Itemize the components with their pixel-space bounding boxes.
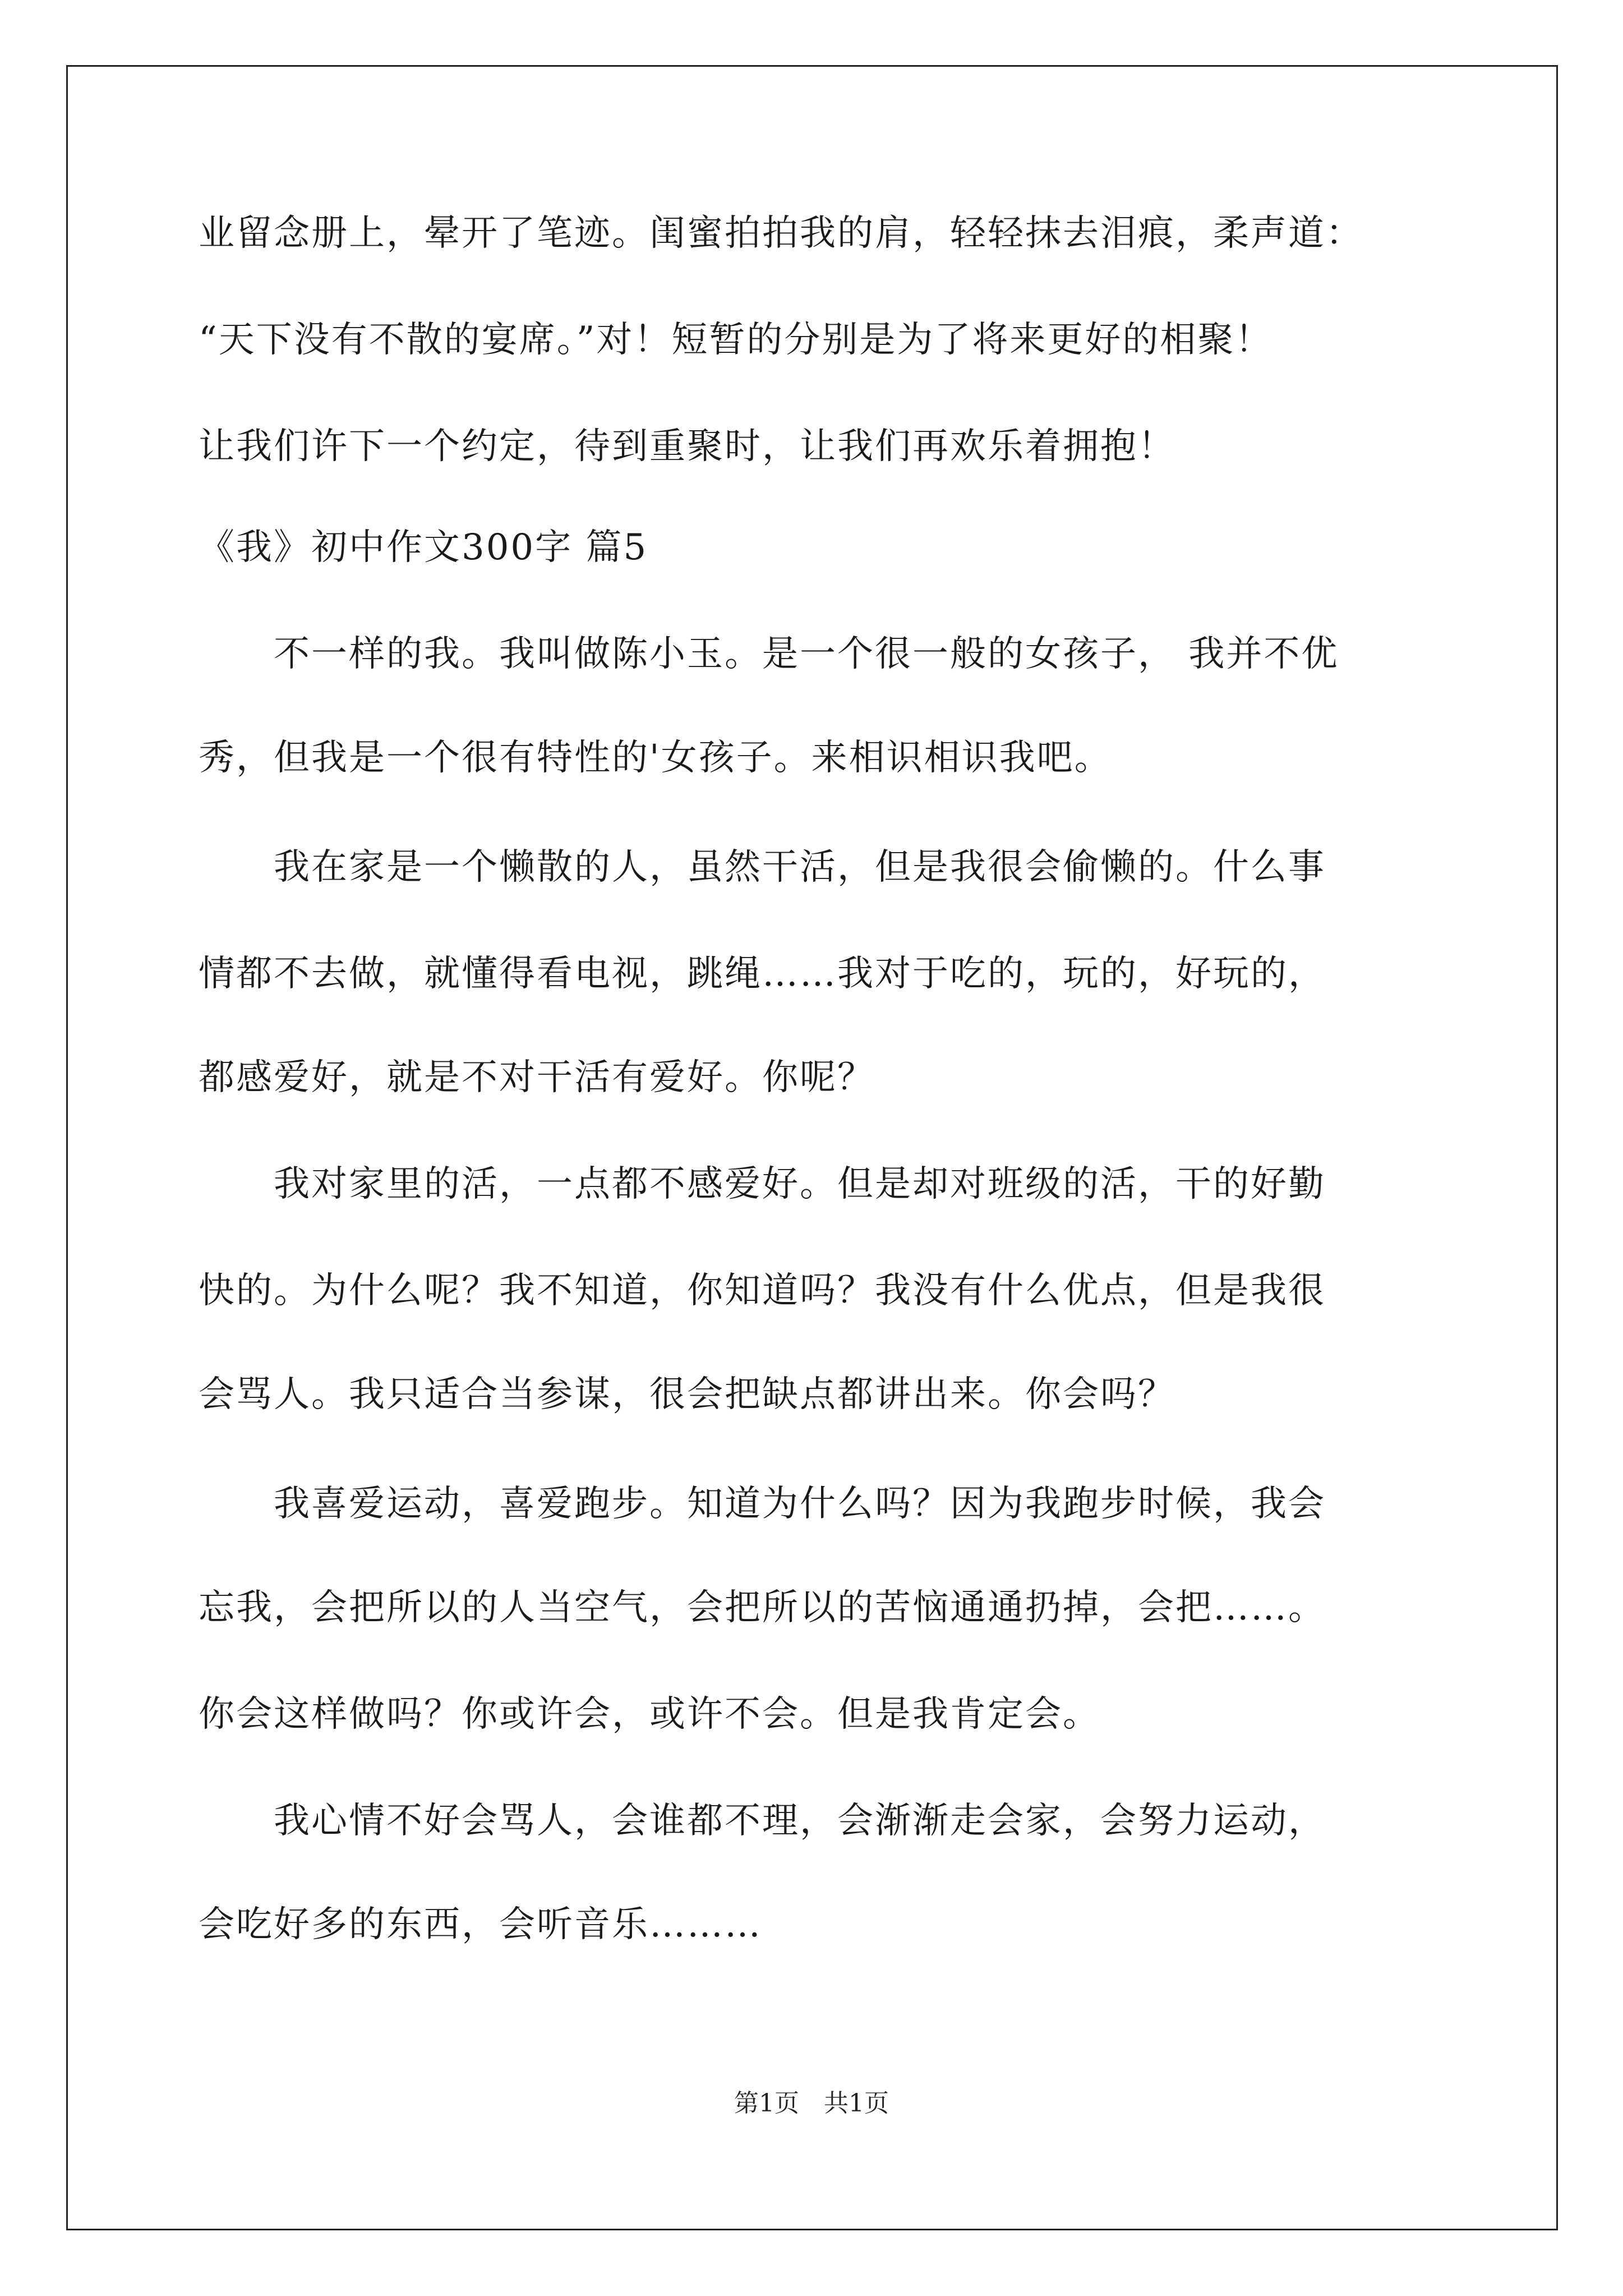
text-line: 我心情不好会骂人，会谁都不理，会渐渐走会家，会努力运动， <box>199 1800 1326 1842</box>
section-heading: 《我》初中作文300字 篇5 <box>199 527 648 568</box>
text-line: 我喜爱运动，喜爱跑步。知道为什么吗？因为我跑步时候，我会 <box>199 1483 1326 1525</box>
text-line: 忘我，会把所以的人当空气，会把所以的苦恼通通扔掉，会把……。 <box>199 1587 1326 1628</box>
text-line: 业留念册上，晕开了笔迹。闺蜜拍拍我的肩，轻轻抹去泪痕，柔声道： <box>199 213 1363 254</box>
text-line: 秀，但我是一个很有特性的'女孩子。来相识相识我吧。 <box>199 737 1112 779</box>
text-line: 情都不去做，就懂得看电视，跳绳……我对于吃的，玩的，好玩的， <box>199 953 1326 995</box>
text-line: 会骂人。我只适合当参谋，很会把缺点都讲出来。你会吗？ <box>199 1374 1175 1415</box>
text-line: 快的。为什么呢？我不知道，你知道吗？我没有什么优点，但是我很 <box>199 1270 1326 1312</box>
text-line: 你会这样做吗？你或许会，或许不会。但是我肯定会。 <box>199 1694 1100 1735</box>
text-line: 我在家是一个懒散的人，虽然干活，但是我很会偷懒的。什么事 <box>199 846 1326 888</box>
text-line: 我对家里的活，一点都不感爱好。但是却对班级的活，干的好勤 <box>199 1163 1326 1205</box>
page-footer: 第1页 共1页 <box>734 2089 889 2118</box>
text-line: 都感爱好，就是不对干活有爱好。你呢？ <box>199 1057 875 1098</box>
text-line: “天下没有不散的宴席。”对！短暂的分别是为了将来更好的相聚！ <box>199 319 1273 361</box>
text-line: 会吃好多的东西，会听音乐……… <box>199 1904 762 1945</box>
text-line: 让我们许下一个约定，待到重聚时，让我们再欢乐着拥抱！ <box>199 426 1175 467</box>
text-line: 不一样的我。我叫做陈小玉。是一个很一般的女孩子， 我并不优 <box>199 633 1339 675</box>
